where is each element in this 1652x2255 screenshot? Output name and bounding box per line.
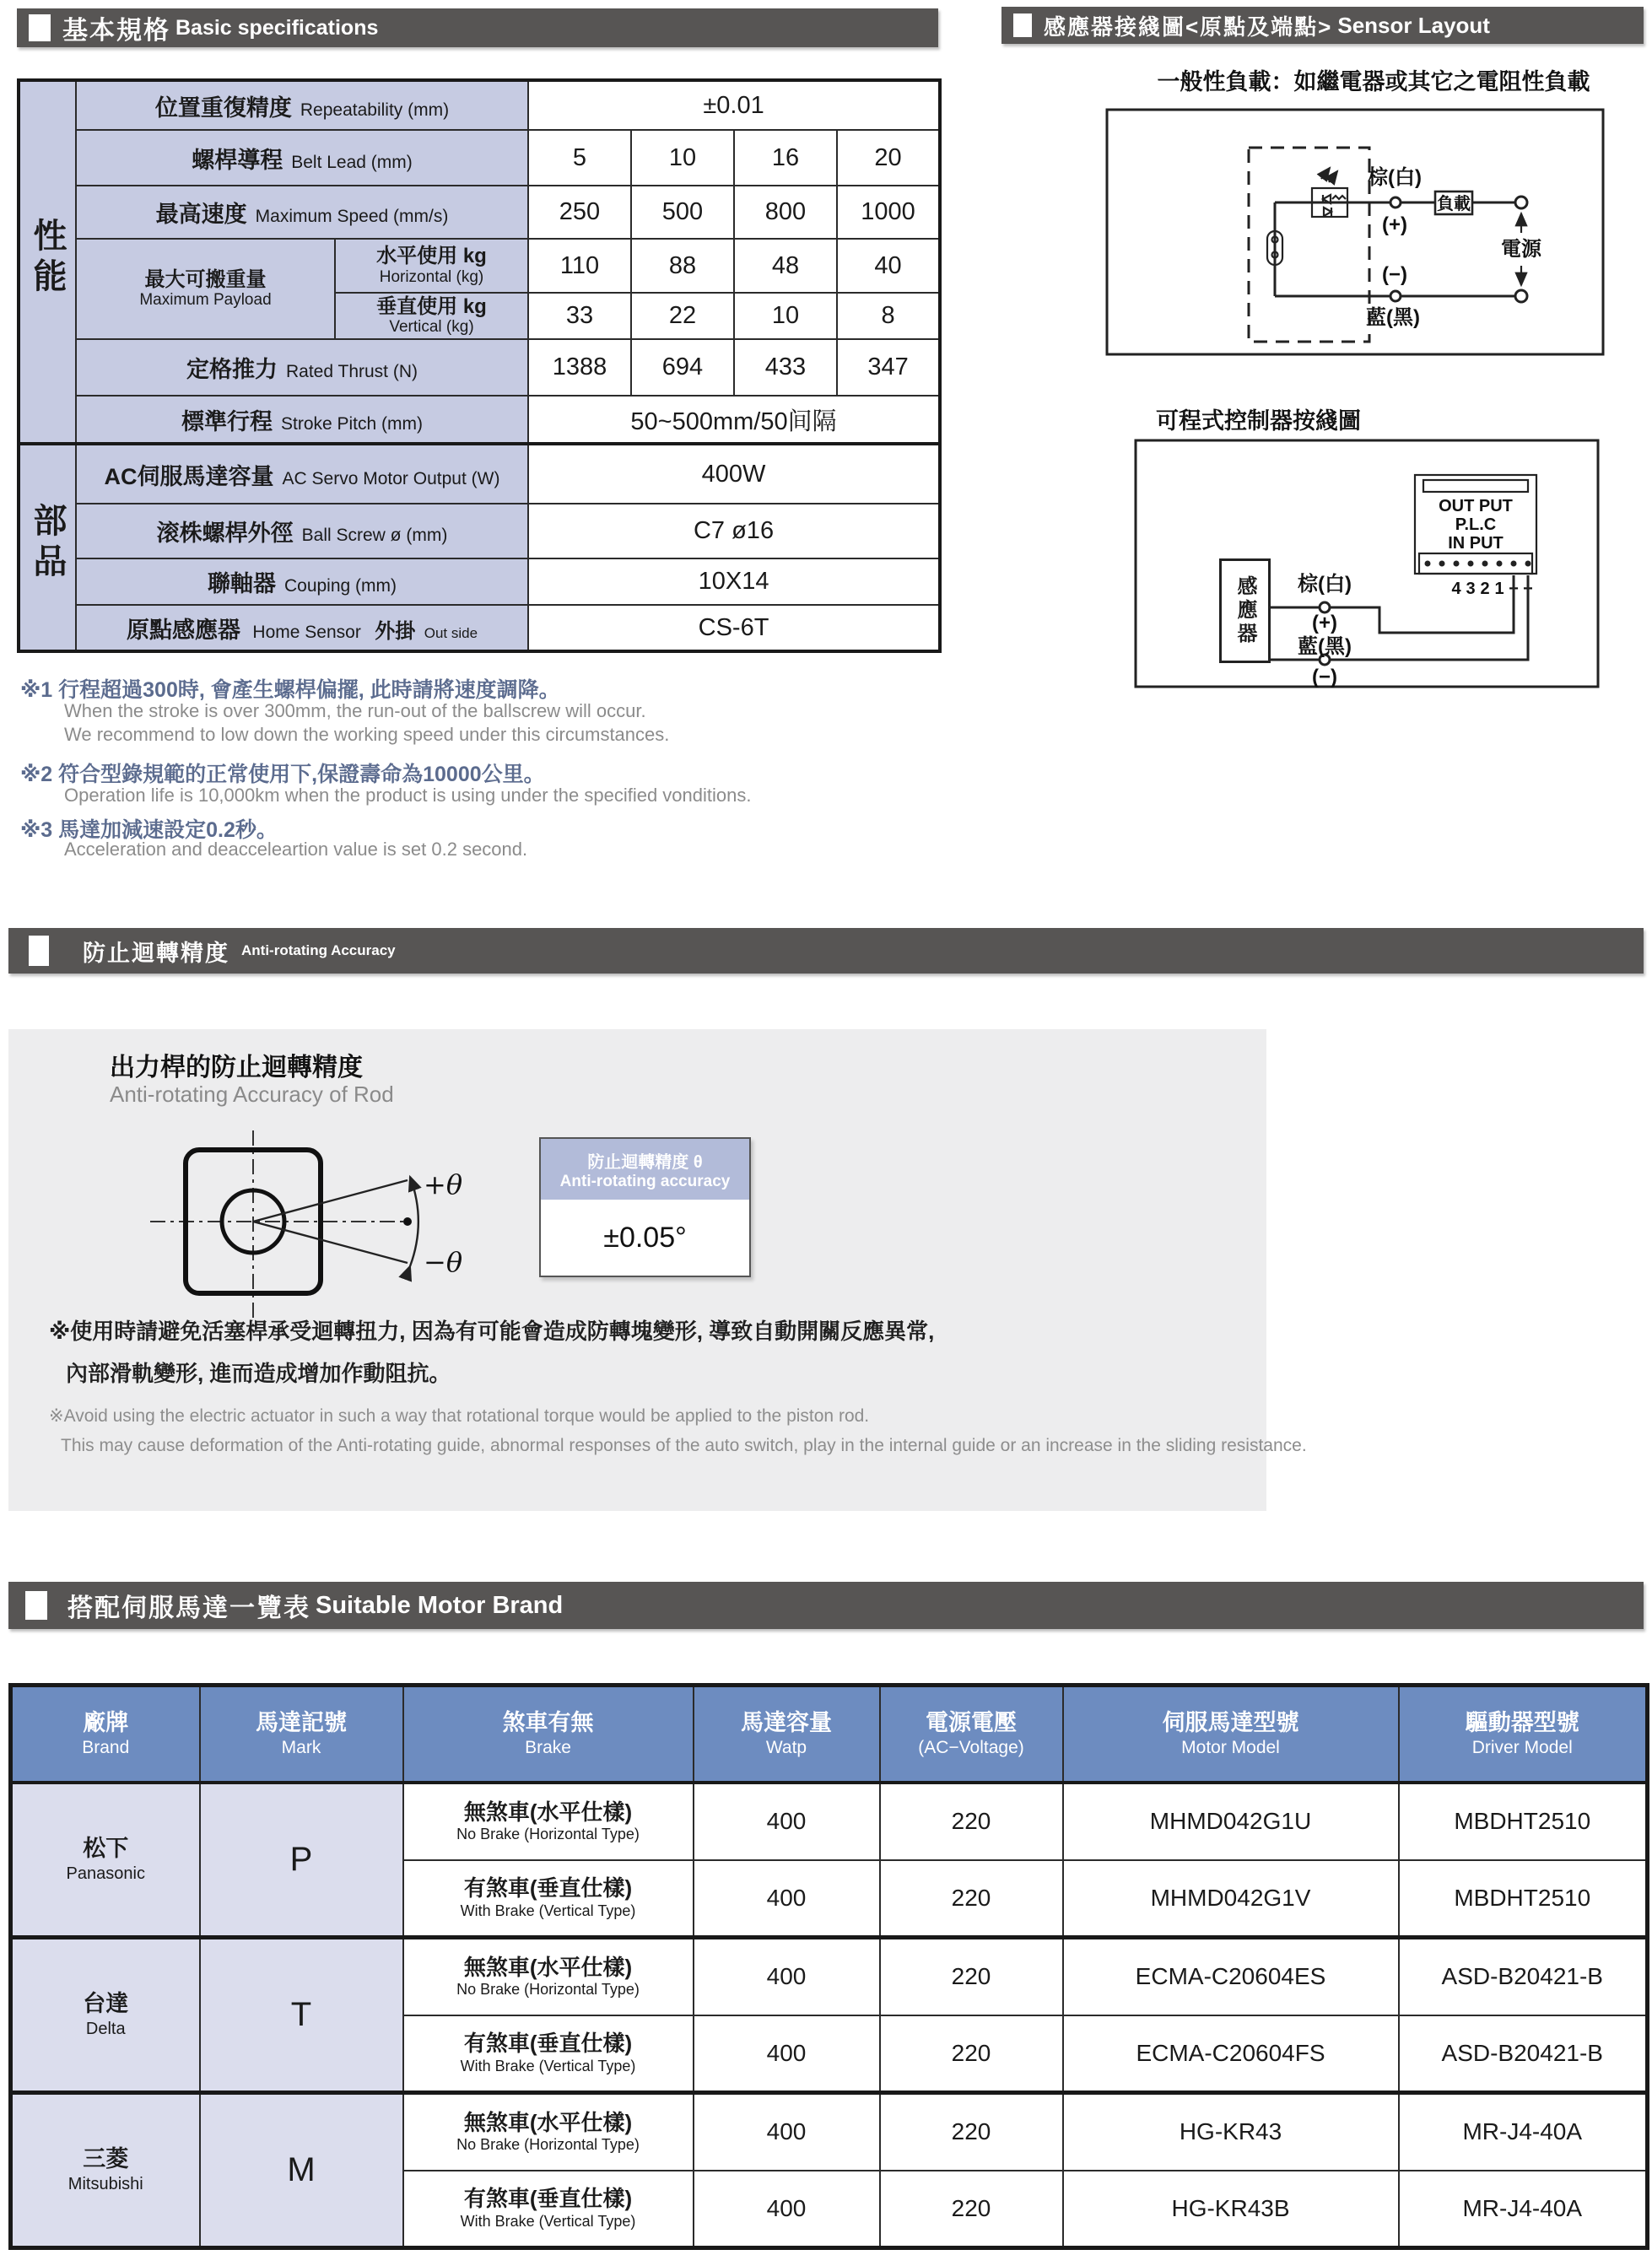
brake-cell: 無煞車(水平仕樣) No Brake (Horizontal Type) (403, 2093, 694, 2171)
section-title-en: Anti-rotating Accuracy (241, 942, 396, 958)
accuracy-table (539, 1137, 751, 1277)
spec-label: 原點感應器 Home Sensor 外掛 Out side (76, 605, 528, 651)
sensor-wiring-diagram (1000, 51, 1652, 759)
terminal-2: 2 (1480, 580, 1490, 598)
panel-note-en: ※Avoid using the electric actuator in such a way that rotational torque would be applied to the piston rod. (49, 1406, 870, 1426)
voltage-cell: 220 (880, 2015, 1063, 2093)
spec-label: 標準行程 Stroke Pitch (mm) (76, 396, 528, 444)
watt-cell: 400 (694, 2093, 880, 2171)
panel-title-en: Anti-rotating Accuracy of Rod (110, 1082, 394, 1107)
section-title-en: Sensor Layout (1337, 12, 1490, 38)
spec-group-performance: 性能 (19, 80, 76, 444)
footnote-en: Acceleration and deacceleartion value is set 0.2 second. (64, 839, 528, 860)
terminal-icon (1515, 290, 1527, 302)
mark-cell: P (200, 1783, 403, 1938)
polarity-plus: (+) (1382, 213, 1407, 236)
wire-label-blue: 藍(黑) (1298, 635, 1352, 658)
footnote-en: Operation life is 10,000km when the product is using under the specified vonditions. (64, 785, 752, 806)
section-title-zh: 防止迴轉精度 (83, 940, 229, 966)
plc-output-label: OUT PUT (1439, 497, 1513, 515)
motor-model-cell: HG-KR43 (1063, 2093, 1399, 2171)
plc-input-label: IN PUT (1448, 534, 1504, 553)
col-header-brand: 廠牌 Brand (11, 1686, 200, 1783)
section-marker-icon (1013, 13, 1032, 37)
table-row (19, 504, 940, 558)
section-title-en: Suitable Motor Brand (316, 1591, 564, 1619)
voltage-cell: 220 (880, 1783, 1063, 1860)
watt-cell: 400 (694, 2015, 880, 2093)
footnote-en: We recommend to low down the working speed under this circumstances. (64, 724, 670, 745)
motor-model-cell: MHMD042G1U (1063, 1783, 1399, 1860)
spec-sublabel: 水平使用 kg Horizontal (kg) (335, 239, 528, 293)
footnote-zh: ※1 行程超過300時, 會產生螺桿偏擺, 此時請將速度調降。 (20, 678, 560, 702)
section-bar-anti-rotating (8, 928, 1644, 974)
col-header-voltage: 電源電壓 (AC−Voltage) (880, 1686, 1063, 1783)
table-header-row (11, 1686, 1648, 1783)
table-row (19, 339, 940, 396)
watt-cell: 400 (694, 1783, 880, 1860)
col-header-driver-model: 驅動器型號 Driver Model (1399, 1686, 1648, 1783)
panel-note-en: This may cause deformation of the Anti-rotating guide, abnormal responses of the auto switch, play in the internal guide or an increase in the sliding resistance. (61, 1436, 1307, 1455)
polarity-plus: (+) (1312, 612, 1337, 634)
table-row (19, 558, 940, 605)
plc-diagram-title: 可程式控制器按綫圖 (1156, 408, 1361, 434)
watt-cell: 400 (694, 2171, 880, 2248)
driver-model-cell: MR-J4-40A (1399, 2093, 1648, 2171)
section-bar-sensor-layout (1001, 7, 1644, 44)
wire-label-brown: 棕(白) (1368, 166, 1422, 189)
accuracy-table-header (541, 1139, 749, 1200)
diagram-frame (1107, 110, 1603, 354)
spec-value: 1388 (528, 339, 631, 396)
panel-note-zh: ※使用時請避免活塞桿承受迴轉扭力, 因為有可能會造成防轉塊變形, 導致自動開關反應異常, (49, 1319, 935, 1344)
spec-value: 10X14 (528, 558, 940, 605)
sensor-box-label: 感應器 (1219, 558, 1271, 663)
spec-value: 88 (631, 239, 734, 293)
spec-value: 10 (631, 130, 734, 186)
spec-label: 最高速度 Maximum Speed (mm/s) (76, 186, 528, 239)
spec-value: 500 (631, 186, 734, 239)
wire-label-blue: 藍(黑) (1366, 306, 1420, 329)
spec-value: 48 (734, 239, 837, 293)
load-label: 負載 (1437, 195, 1471, 213)
voltage-cell: 220 (880, 1860, 1063, 1938)
terminal-4: 4 (1451, 580, 1461, 598)
section-marker-icon (29, 936, 49, 966)
spec-value: 433 (734, 339, 837, 396)
spec-label-payload: 最大可搬重量 Maximum Payload (76, 239, 335, 339)
section-bar-basic-specifications (17, 8, 938, 47)
plc-label: P.L.C (1455, 515, 1497, 534)
accuracy-header-en: Anti-rotating accuracy (559, 1172, 731, 1190)
spec-value: 50~500mm/50间隔 (528, 396, 940, 444)
driver-model-cell: ASD-B20421-B (1399, 1938, 1648, 2015)
spec-value: CS-6T (528, 605, 940, 651)
section-marker-icon (29, 14, 51, 41)
basic-specifications-table (17, 78, 942, 653)
brand-mitsubishi: 三菱 Mitsubishi (11, 2093, 200, 2248)
spec-label: 聯軸器 Couping (mm) (76, 558, 528, 605)
footnote-en: When the stroke is over 300mm, the run-out of the ballscrew will occur. (64, 700, 646, 721)
spec-value: 1000 (837, 186, 940, 239)
voltage-cell: 220 (880, 1938, 1063, 2015)
section-marker-icon (25, 1591, 47, 1620)
terminal-icon (1390, 197, 1401, 208)
spec-label: 滚株螺桿外徑 Ball Screw ø (mm) (76, 504, 528, 558)
terminal-icon (1390, 291, 1401, 301)
spec-value: 8 (837, 293, 940, 339)
voltage-cell: 220 (880, 2093, 1063, 2171)
spec-value: 20 (837, 130, 940, 186)
spec-group-parts: 部品 (19, 444, 76, 651)
driver-model-cell: MBDHT2510 (1399, 1783, 1648, 1860)
motor-model-cell: ECMA-C20604FS (1063, 2015, 1399, 2093)
plus-theta-label: +θ (424, 1168, 463, 1200)
motor-model-cell: MHMD042G1V (1063, 1860, 1399, 1938)
mark-cell: M (200, 2093, 403, 2248)
spec-value: 800 (734, 186, 837, 239)
section-title-zh: 搭配伺服馬達一覽表 (67, 1594, 310, 1622)
spec-value: 22 (631, 293, 734, 339)
spec-value: ±0.01 (528, 80, 940, 130)
accuracy-header-zh: 防止迴轉精度 θ (587, 1152, 703, 1172)
col-header-mark: 馬達記號 Mark (200, 1686, 403, 1783)
polarity-minus: (−) (1382, 263, 1407, 286)
spec-label: 螺桿導程 Belt Lead (mm) (76, 130, 528, 186)
spec-label: 定格推力 Rated Thrust (N) (76, 339, 528, 396)
driver-model-cell: MBDHT2510 (1399, 1860, 1648, 1938)
spec-value: C7 ø16 (528, 504, 940, 558)
panel-title-zh: 出力桿的防止迴轉精度 (110, 1054, 363, 1082)
polarity-minus: (−) (1312, 666, 1337, 688)
terminal-plus: + (1523, 580, 1533, 598)
section-title-en: Basic specifications (175, 15, 379, 40)
motor-model-cell: ECMA-C20604ES (1063, 1938, 1399, 2015)
brand-panasonic: 松下 Panasonic (11, 1783, 200, 1938)
table-row (19, 186, 940, 239)
spec-value: 347 (837, 339, 940, 396)
mark-cell: T (200, 1938, 403, 2093)
brake-cell: 有煞車(垂直仕樣) With Brake (Vertical Type) (403, 2171, 694, 2248)
spec-label: AC伺服馬達容量 AC Servo Motor Output (W) (76, 444, 528, 504)
section-title-zh: 基本規格 (62, 17, 170, 45)
suitable-motor-brand-table (8, 1683, 1649, 2250)
driver-model-cell: MR-J4-40A (1399, 2171, 1648, 2248)
table-row (11, 1783, 1648, 1860)
brake-cell: 有煞車(垂直仕樣) With Brake (Vertical Type) (403, 1860, 694, 1938)
brake-cell: 無煞車(水平仕樣) No Brake (Horizontal Type) (403, 1938, 694, 2015)
accuracy-value: ±0.05° (603, 1221, 687, 1254)
spec-value: 10 (734, 293, 837, 339)
table-row (19, 605, 940, 651)
col-header-watt: 馬達容量 Watp (694, 1686, 880, 1783)
footnote-zh: ※2 符合型錄規範的正常使用下,保證壽命為10000公里。 (20, 763, 545, 786)
table-row (19, 239, 940, 293)
terminal-minus: − (1509, 580, 1519, 598)
col-header-brake: 煞車有無 Brake (403, 1686, 694, 1783)
spec-value: 16 (734, 130, 837, 186)
power-label: 電源 (1501, 238, 1541, 261)
motor-model-cell: HG-KR43B (1063, 2171, 1399, 2248)
spec-value: 33 (528, 293, 631, 339)
table-row (19, 130, 940, 186)
anti-rotating-panel (8, 1029, 1307, 1511)
spec-value: 5 (528, 130, 631, 186)
table-row (19, 80, 940, 130)
general-load-note: 一般性負載：如繼電器或其它之電阻性負載 (1157, 69, 1590, 94)
wire-label-brown: 棕(白) (1298, 573, 1352, 596)
spec-value: 694 (631, 339, 734, 396)
brake-cell: 無煞車(水平仕樣) No Brake (Horizontal Type) (403, 1783, 694, 1860)
section-title-zh: 感應器接綫圖<原點及端點> (1044, 13, 1333, 40)
spec-sublabel: 垂直使用 kg Vertical (kg) (335, 293, 528, 339)
table-row (19, 396, 940, 444)
table-row (19, 444, 940, 504)
terminal-icon (1515, 197, 1527, 208)
terminal-3: 3 (1466, 580, 1476, 598)
section-bar-suitable-motor-brand (8, 1582, 1644, 1629)
spec-label: 位置重復精度 Repeatability (mm) (76, 80, 528, 130)
footnote-zh: ※3 馬達加減速設定0.2秒。 (20, 818, 278, 842)
watt-cell: 400 (694, 1938, 880, 2015)
driver-model-cell: ASD-B20421-B (1399, 2015, 1648, 2093)
spec-value: 40 (837, 239, 940, 293)
spec-value: 110 (528, 239, 631, 293)
panel-note-zh: 內部滑軌變形, 進而造成增加作動阻抗。 (66, 1361, 451, 1386)
voltage-cell: 220 (880, 2171, 1063, 2248)
table-row (11, 1938, 1648, 2015)
spec-value: 400W (528, 444, 940, 504)
minus-theta-label: −θ (424, 1246, 463, 1278)
spec-value: 250 (528, 186, 631, 239)
watt-cell: 400 (694, 1860, 880, 1938)
brake-cell: 有煞車(垂直仕樣) With Brake (Vertical Type) (403, 2015, 694, 2093)
table-row (11, 2093, 1648, 2171)
brand-delta: 台達 Delta (11, 1938, 200, 2093)
terminal-1: 1 (1494, 580, 1504, 598)
col-header-motor-model: 伺服馬達型號 Motor Model (1063, 1686, 1399, 1783)
